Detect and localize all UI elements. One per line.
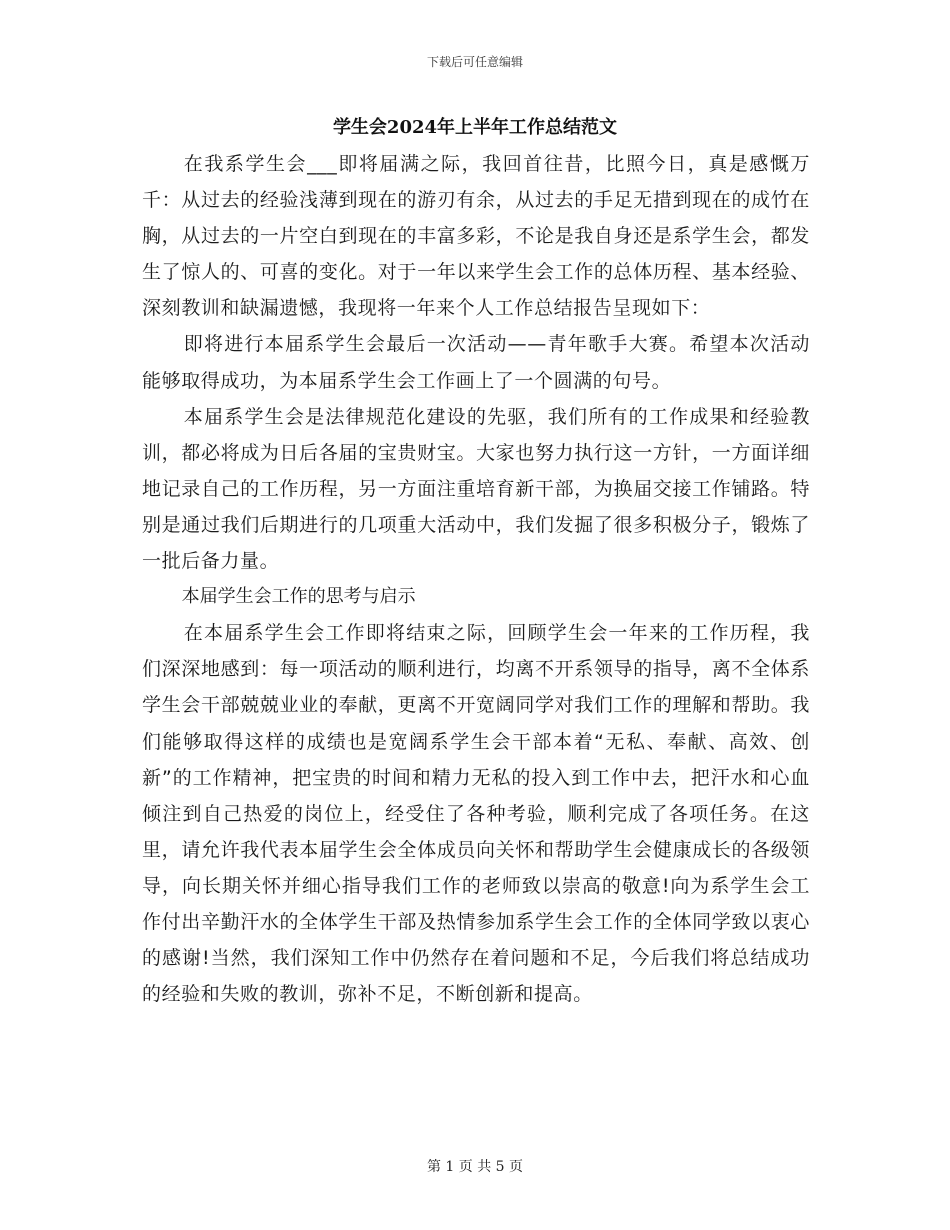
paragraph-intro: 在我系学生会___即将届满之际，我回首往昔，比照今日，真是感慨万千：从过去的经验浅薄到现在的游刃有余，从过去的手足无措到现在的成竹在胸，从过去的一片空白到现在的丰富多彩，不论是我自身还是系学生会，都发生了惊人的、可喜的变化。对于一年以来学生会工作的总体历程、基本经验、深刻教训和缺漏遗憾，我现将一年来个人工作总结报告呈现如下：: [142, 153, 810, 320]
paragraph-legal-standardization: 本届系学生会是法律规范化建设的先驱，我们所有的工作成果和经验教训，都必将成为日后各届的宝贵财宝。大家也努力执行这一方针，一方面详细地记录自己的工作历程，另一方面注重培育新干部，为换届交接工作铺路。特别是通过我们后期进行的几项重大活动中，我们发掘了很多积极分子，锻炼了一批后备力量。: [142, 405, 810, 573]
paragraph-reflection: 在本届系学生会工作即将结束之际，回顾学生会一年来的工作历程，我们深深地感到：每一项活动的顺利进行，均离不开系领导的指导，离不全体系学生会干部兢兢业业的奉献，更离不开宽阔同学对我们工作的理解和帮助。我们能够取得这样的成绩也是宽阔系学生会干部本着“无私、奉献、高效、创新”的工作精神，把宝贵的时间和精力无私的投入到工作中去，把汗水和心血倾注到自己热爱的岗位上，经受住了各种考验，顺利完成了各项任务。在这里，请允许我代表本届学生会全体成员向关怀和帮助学生会健康成长的各级领导，向长期关怀并细心指导我们工作的老师致以崇高的敬意!向为系学生会工作付出辛勤汗水的全体学生干部及热情参加系学生会工作的全体同学致以衷心的感谢!当然，我们深知工作中仍然存在着问题和不足，今后我们将总结成功的经验和失败的教训，弥补不足，不断创新和提高。: [142, 622, 810, 1006]
page-number: 第 1 页 共 5 页: [426, 1159, 524, 1175]
section-subheading: 本届学生会工作的思考与启示: [181, 586, 416, 608]
document-body: [142, 146, 810, 1012]
document-title: 学生会2024年上半年工作总结范文: [332, 117, 618, 138]
paragraph-final-activity: 即将进行本届系学生会最后一次活动——青年歌手大赛。希望本次活动能够取得成功，为本届系学生会工作画上了一个圆满的句号。: [142, 333, 810, 392]
header-note: 下载后可任意编辑: [426, 55, 523, 69]
